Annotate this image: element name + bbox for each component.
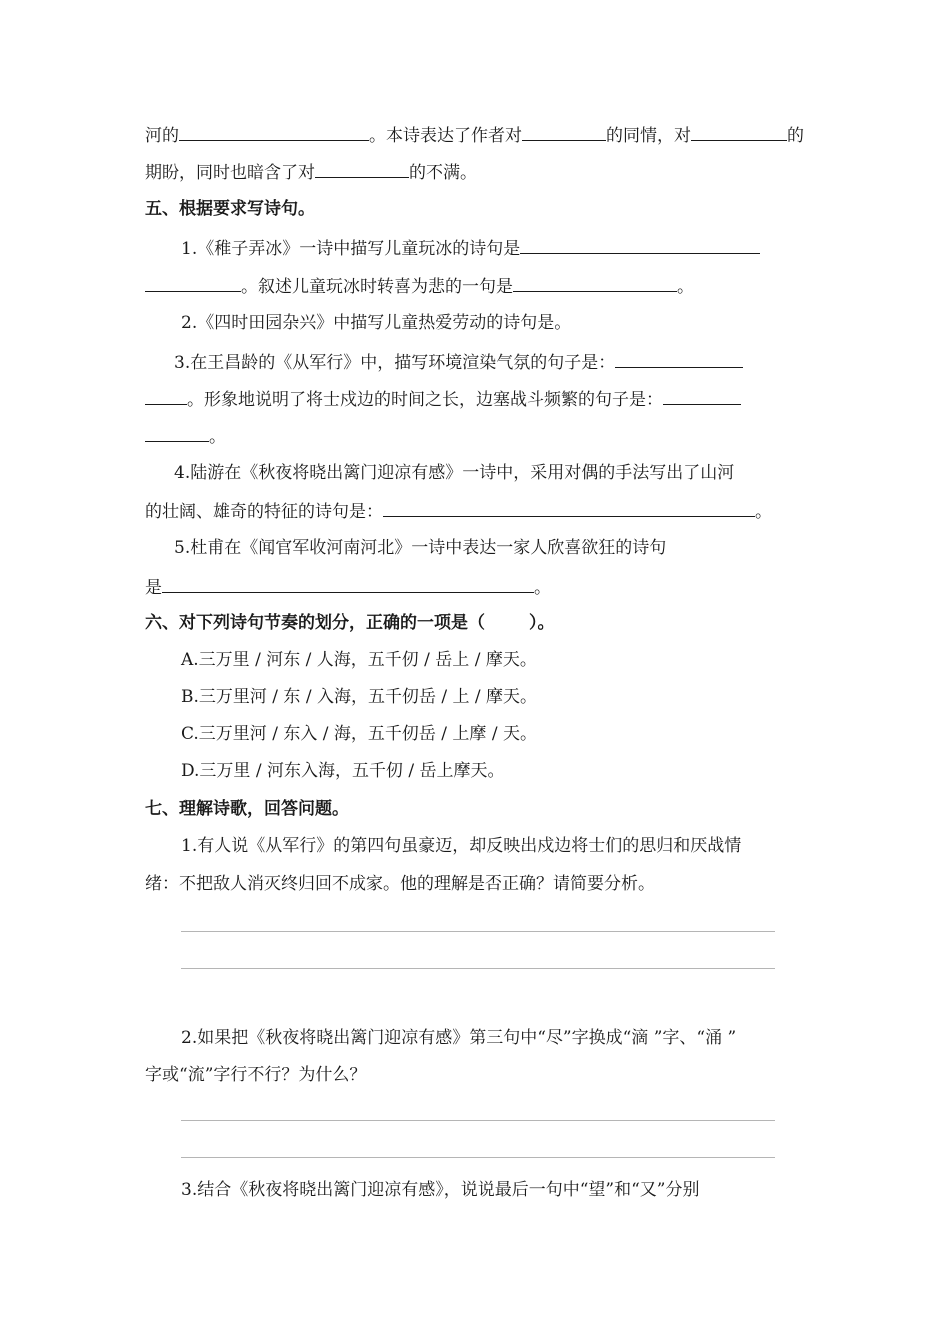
answer-blank[interactable] — [162, 574, 534, 593]
option-b[interactable]: B.三万里河 / 东 / 入海，五千仞岳 / 上 / 摩天。 — [181, 687, 538, 707]
text: 的壮阔、雄奇的特征的诗句是： — [145, 502, 383, 522]
text: 期盼，同时也暗含了对 — [145, 163, 315, 183]
s5-q4-line-1: 4.陆游在《秋夜将晓出篱门迎凉有感》一诗中，采用对偶的手法写出了山河 — [174, 463, 735, 483]
s5-q3-line-1 — [174, 349, 743, 373]
answer-blank[interactable] — [522, 122, 606, 141]
answer-blank[interactable] — [691, 122, 787, 141]
text: 的不满。 — [409, 163, 477, 183]
text: 。 — [534, 578, 551, 598]
text: ）。 — [529, 613, 555, 633]
s5-q1-line-1 — [181, 235, 760, 259]
answer-blank[interactable] — [663, 386, 741, 405]
s5-q3-line-3 — [145, 423, 226, 447]
text: 。 — [755, 502, 772, 522]
s7-q1-line-1: 1.有人说《从军行》的第四句虽豪迈，却反映出戍边将士们的思归和厌战情 — [181, 836, 742, 856]
answer-blank[interactable] — [315, 159, 409, 178]
s5-q4-line-2 — [145, 498, 772, 522]
answer-line[interactable] — [181, 968, 775, 969]
answer-blank[interactable] — [383, 498, 755, 517]
text: 。本诗表达了作者对 — [369, 126, 522, 146]
s7-q2-line-2: 字或“流”字行不行？为什么？ — [145, 1065, 367, 1085]
text: 。形象地说明了将士戍边的时间之长，边塞战斗频繁的句子是： — [187, 390, 663, 410]
answer-line[interactable] — [181, 1157, 775, 1158]
s7-q1-line-2: 绪：不把敌人消灭终归回不成家。他的理解是否正确？请简要分析。 — [145, 874, 655, 894]
text: 3.在王昌龄的《从军行》中，描写环境渲染气氛的句子是： — [174, 353, 616, 373]
s7-q2-line-1: 2.如果把《秋夜将晓出篱门迎凉有感》第三句中“尽”字换成“滴 ”字、“涌 ” — [181, 1028, 737, 1048]
s5-q5-line-1: 5.杜甫在《闻官军收河南河北》一诗中表达一家人欣喜欲狂的诗句 — [174, 538, 667, 558]
answer-line[interactable] — [181, 931, 775, 932]
answer-blank[interactable] — [145, 386, 187, 405]
text: 1.《稚子弄冰》一诗中描写儿童玩冰的诗句是 — [181, 239, 521, 259]
s7-q3-line-1: 3.结合《秋夜将晓出篱门迎凉有感》，说说最后一句中“望”和“又”分别 — [181, 1180, 700, 1200]
option-c[interactable]: C.三万里河 / 东入 / 海，五千仞岳 / 上摩 / 天。 — [181, 724, 537, 744]
answer-blank[interactable] — [145, 423, 209, 442]
option-a[interactable]: A.三万里 / 河东 / 人海，五千仞 / 岳上 / 摩天。 — [181, 650, 537, 670]
text: 的 — [787, 126, 804, 146]
text: 河的 — [145, 126, 179, 146]
section-6-heading — [145, 611, 555, 635]
answer-blank[interactable] — [513, 273, 677, 292]
answer-blank[interactable] — [520, 235, 760, 254]
s5-q3-line-2 — [145, 386, 741, 410]
answer-blank[interactable] — [615, 349, 743, 368]
answer-blank[interactable] — [145, 273, 241, 292]
s5-q5-line-2 — [145, 574, 551, 598]
q4-tail-line-1 — [145, 122, 804, 146]
text: 。叙述儿童玩冰时转喜为悲的一句是 — [241, 277, 513, 297]
text: 是 — [145, 578, 162, 598]
text: 的同情，对 — [606, 126, 691, 146]
text: 。 — [209, 427, 226, 447]
answer-line[interactable] — [181, 1120, 775, 1121]
s5-q1-line-2 — [145, 273, 694, 297]
text: 六、对下列诗句节奏的划分，正确的一项是（ — [145, 613, 485, 633]
section-7-heading: 七、理解诗歌，回答问题。 — [145, 799, 349, 819]
text: 。 — [677, 277, 694, 297]
section-5-heading: 五、根据要求写诗句。 — [145, 199, 315, 219]
option-d[interactable]: D.三万里 / 河东入海，五千仞 / 岳上摩天。 — [181, 761, 505, 781]
answer-blank[interactable] — [179, 122, 369, 141]
q4-tail-line-2 — [145, 159, 477, 183]
s5-q2: 2.《四时田园杂兴》中描写儿童热爱劳动的诗句是。 — [181, 313, 572, 333]
